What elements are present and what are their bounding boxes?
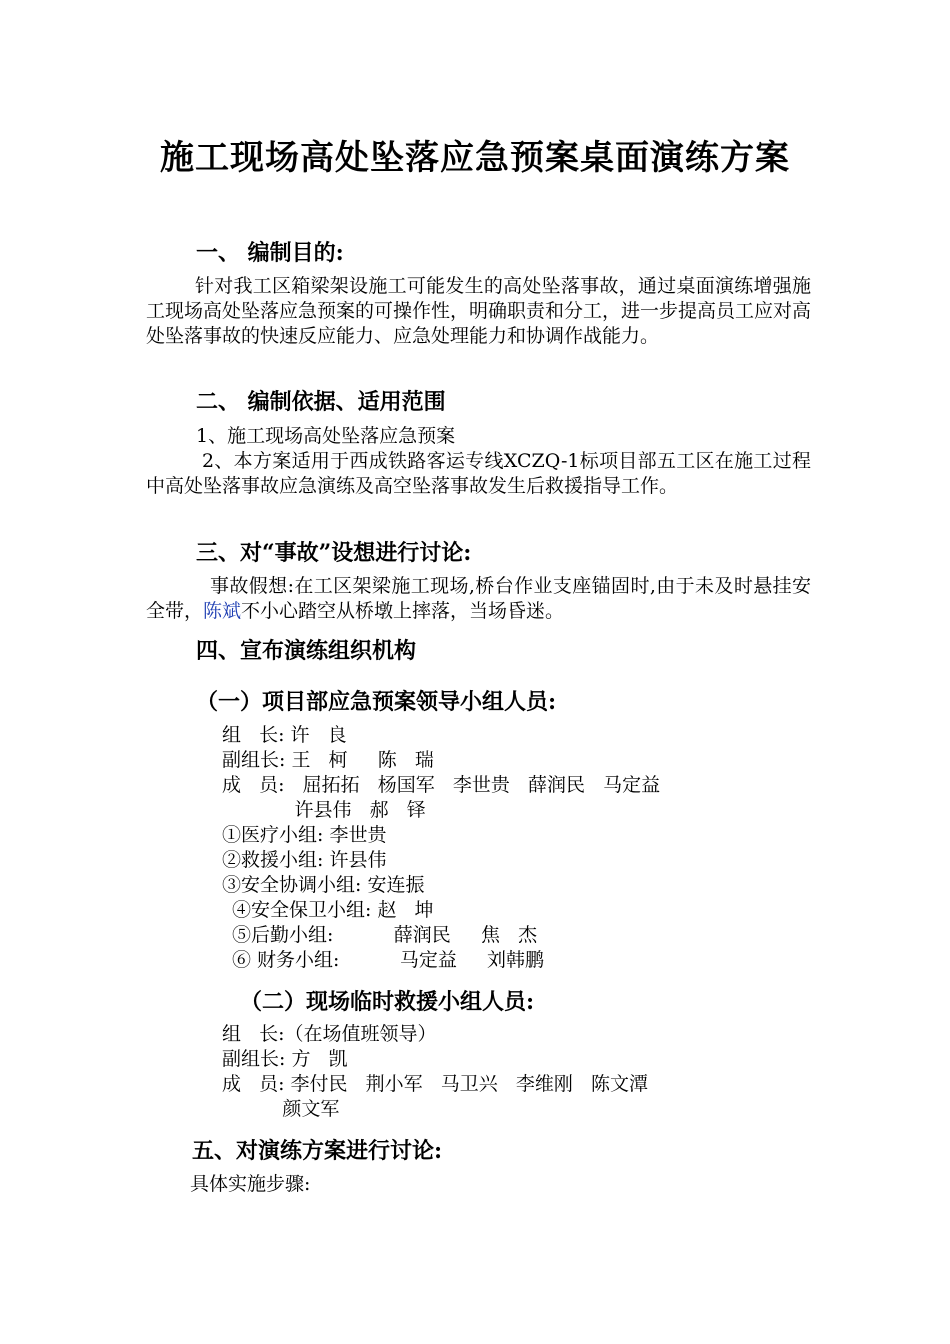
section-2-item-1: 1、施工现场高处坠落应急预案	[196, 425, 456, 447]
site-members-line: 成 员: 李付民 荆小军 马卫兴 李维刚 陈文潭	[222, 1073, 649, 1095]
section-2-heading: 二、 编制依据、适用范围	[196, 389, 446, 415]
section-2-item-2: 2、本方案适用于西成铁路客运专线XCZQ-1标项目部五工区在施工过程中高处坠落事故应急演练及高空坠落事故发生后救援指导工作。	[146, 450, 811, 497]
site-leader-line: 组 长:（在场值班领导）	[222, 1023, 437, 1045]
section-1-heading: 一、 编制目的:	[196, 240, 344, 266]
security-group-line: ④安全保卫小组: 赵 坤	[232, 899, 434, 921]
section-4-sub-2-heading: （二）现场临时救援小组人员:	[240, 989, 535, 1015]
person-name-link: 陈斌	[203, 600, 242, 622]
safety-coord-group-line: ③安全协调小组: 安连振	[222, 874, 425, 896]
leader-line: 组 长: 许 良	[222, 724, 347, 746]
rescue-group-line: ②救援小组: 许县伟	[222, 849, 387, 871]
medical-group-line: ①医疗小组: 李世贵	[222, 824, 387, 846]
section-4-heading: 四、宣布演练组织机构	[196, 638, 417, 664]
section-5-heading: 五、对演练方案进行讨论:	[192, 1138, 443, 1164]
section-3-body-pre: 事故假想:在工区架梁施工现场,桥台作业支座锚固时,由于未及时悬挂安全带，	[146, 575, 811, 622]
members-line: 成 员: 屈拓拓 杨国军 李世贵 薛润民 马定益	[222, 774, 661, 796]
members-line-cont: 许县伟 郝 铎	[222, 799, 426, 821]
deputy-leader-line: 副组长: 王 柯 陈 瑞	[222, 749, 434, 771]
site-deputy-line: 副组长: 方 凯	[222, 1048, 348, 1070]
section-5-body: 具体实施步骤:	[190, 1173, 311, 1195]
section-3-body-post: 不小心踏空从桥墩上摔落，当场昏迷。	[241, 600, 565, 622]
logistics-group-line: ⑤后勤小组: 薛润民 焦 杰	[232, 924, 538, 946]
section-3-heading: 三、对“事故”设想进行讨论:	[196, 540, 472, 566]
section-1-body: 针对我工区箱梁架设施工可能发生的高处坠落事故，通过桌面演练增强施工现场高处坠落应急预案的可操作性，明确职责和分工，进一步提高员工应对高处坠落事故的快速反应能力、应急处理能力和协调作战能力。	[146, 275, 812, 347]
finance-group-line: ⑥ 财务小组: 马定益 刘韩鹏	[232, 949, 545, 971]
section-3-body	[146, 574, 811, 624]
document-title: 施工现场高处坠落应急预案桌面演练方案	[160, 138, 790, 178]
section-4-sub-1-heading: （一）项目部应急预案领导小组人员:	[196, 689, 557, 715]
site-members-line-cont: 颜文军	[222, 1098, 340, 1120]
